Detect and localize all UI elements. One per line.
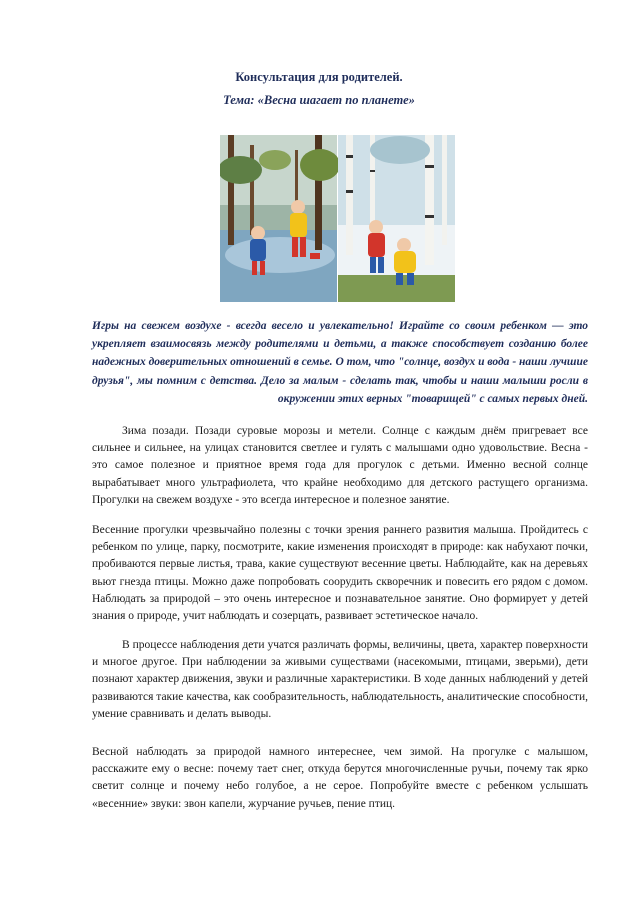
paragraph-3: В процессе наблюдения дети учатся различать формы, величины, цвета, характер поверхности и многое другое. При наблюдении за живыми существами (насекомыми, птицами, зверьми), дети познают характер движения, звуки и различные характеристики. В ходе данных наблюдений у детей развиваются такие качества, как сообразительность, наблюдательность, аналитические способности, умение сравнивать и делать выводы.: [92, 639, 588, 720]
illustration-svg: [220, 135, 455, 302]
intro-text: Игры на свежем воздухе - всегда весело и увлекательно! Играйте со своим ребенком — это укрепляет взаимосвязь между родителями и детьми, а также способствует созданию более надежных доверительных отношений в семье. О том, что "солнце, воздух и вода - наши лучшие друзья", мы помним с детства. Дело за малым - сделать так, чтобы и наши малыши росли в окружении этих верных "товарищей" с самых первых дней.: [92, 320, 588, 405]
paragraph-4: Весной наблюдать за природой намного интереснее, чем зимой. На прогулке с малышом, расскажите ему о весне: почему тает снег, откуда берутся многочисленные ручьи, почему так ярко светит солнце и почему небо голубое, а не серое. Попробуйте вместе с ребенком услышать «весенние» звуки: звон капели, журчание ручьев, пение птиц.: [92, 746, 588, 810]
paragraph-2: Весенние прогулки чрезвычайно полезны с точки зрения раннего развития малыша. Пройдитесь с ребенком по улице, парку, посмотрите, какие изменения происходят в природе: как набухают почки, пробиваются первые листья, трава, какие существуют весенние цветы. Наблюдайте, как на деревьях вьют гнезда птицы. Можно даже попробовать соорудить скворечник и повесить его рядом с домом. Наблюдать за природой – это очень интересное и познавательное занятие. Оно формирует у детей знания о природе, учит наблюдать и созерцать, развивает эстетическое начало.: [92, 524, 588, 623]
intro-block: [92, 317, 588, 408]
paragraph-1: Зима позади. Позади суровые морозы и метели. Солнце с каждым днём пригревает все сильнее и сильнее, на улицах становится светлее и гулять с малышами одно удовольствие. Весна - это самое полезное и приятное время года для прогулок с детьми. Именно весной солнце вырабатывает много ультрафиолета, что крайне необходимо для детского растущего организма. Прогулки на свежем воздухе - это всегда интересное и полезное занятие.: [92, 425, 588, 506]
children-spring-walk-illustration: [220, 135, 455, 302]
document-title: Консультация для родителей.: [235, 70, 403, 84]
document-subtitle: Тема: «Весна шагает по планете»: [223, 93, 415, 107]
